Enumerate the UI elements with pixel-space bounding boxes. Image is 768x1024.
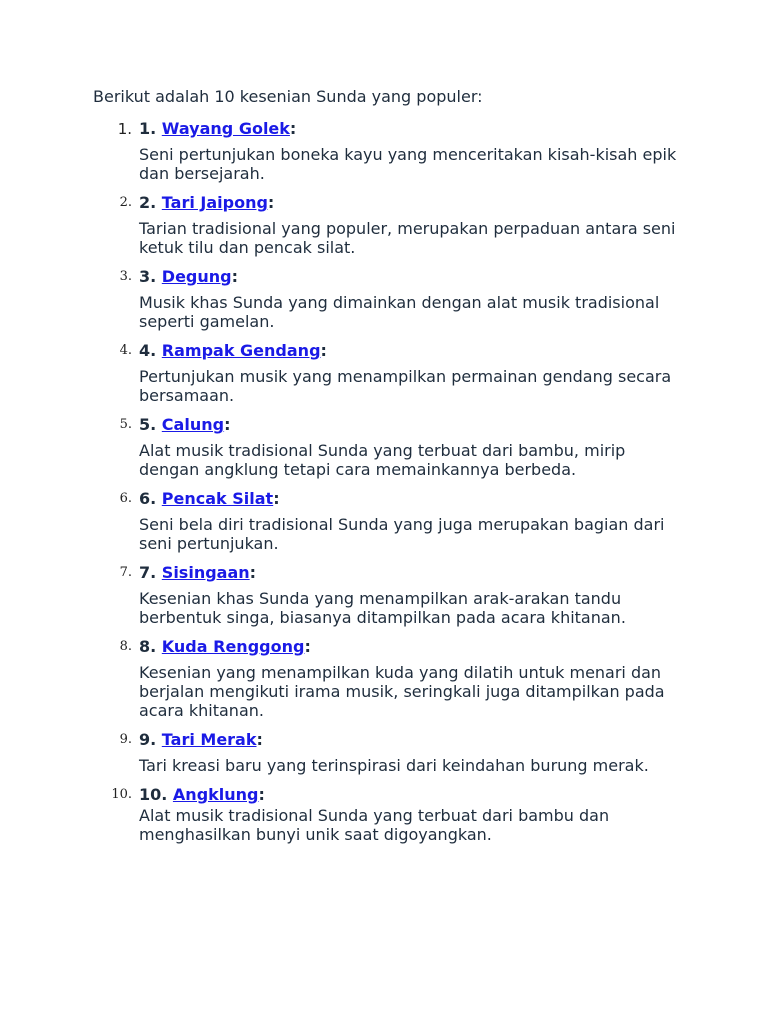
item-description: Tari kreasi baru yang terinspirasi dari keindahan burung merak.: [139, 756, 649, 775]
item-heading: 3. Degung:: [139, 267, 239, 286]
item-description: Kesenian yang menampilkan kuda yang dilatih untuk menari dan berjalan mengikuti irama musik, seringkali juga ditampilkan pada acara khitanan.: [139, 663, 665, 720]
list-item: [0, 192, 768, 257]
item-description: Alat musik tradisional Sunda yang terbuat dari bambu, mirip dengan angklung tetapi cara memainkannya berbeda.: [139, 441, 626, 479]
list-marker: 9.: [119, 732, 132, 747]
list-item: [0, 340, 768, 405]
item-link[interactable]: Rampak Gendang: [161, 341, 321, 360]
item-description: Kesenian khas Sunda yang menampilkan arak-arakan tandu berbentuk singa, biasanya ditampilkan pada acara khitanan.: [139, 589, 626, 627]
item-heading: 6. Pencak Silat:: [139, 489, 280, 508]
item-link[interactable]: Angklung: [172, 785, 259, 804]
item-number: 4.: [139, 341, 157, 360]
item-description: Tarian tradisional yang populer, merupakan perpaduan antara seni ketuk tilu dan pencak silat.: [139, 219, 676, 257]
item-heading: 9. Tari Merak:: [139, 730, 263, 749]
item-description: Seni pertunjukan boneka kayu yang menceritakan kisah-kisah epik dan bersejarah.: [139, 145, 677, 183]
item-heading: 1. Wayang Golek:: [139, 119, 297, 138]
item-number: 10.: [139, 785, 168, 804]
item-link[interactable]: Calung: [161, 415, 225, 434]
list-marker: 6.: [119, 491, 132, 506]
item-heading: 4. Rampak Gendang:: [139, 341, 327, 360]
intro-text: Berikut adalah 10 kesenian Sunda yang populer:: [93, 87, 483, 106]
list-item: [0, 414, 768, 479]
item-description: Musik khas Sunda yang dimainkan dengan alat musik tradisional seperti gamelan.: [139, 293, 660, 331]
list-marker: 7.: [119, 565, 132, 580]
item-number: 6.: [139, 489, 157, 508]
item-number: 9.: [139, 730, 157, 749]
list-item: [0, 729, 768, 775]
item-number: 2.: [139, 193, 157, 212]
list-marker: 8.: [119, 639, 132, 654]
arts-list: [0, 118, 768, 853]
item-heading: 2. Tari Jaipong:: [139, 193, 275, 212]
item-heading: 10. Angklung:: [139, 785, 265, 804]
list-marker: 4.: [119, 343, 132, 358]
item-number: 7.: [139, 563, 157, 582]
list-marker: 1.: [117, 120, 132, 138]
item-description: Pertunjukan musik yang menampilkan permainan gendang secara bersamaan.: [139, 367, 672, 405]
item-description: Alat musik tradisional Sunda yang terbuat dari bambu dan menghasilkan bunyi unik saat digoyangkan.: [139, 806, 610, 844]
list-marker: 10.: [111, 787, 132, 802]
item-heading: 7. Sisingaan:: [139, 563, 257, 582]
list-item: [0, 118, 768, 183]
list-item: [0, 784, 768, 844]
item-heading: 8. Kuda Renggong:: [139, 637, 311, 656]
item-number: 3.: [139, 267, 157, 286]
list-item: [0, 266, 768, 331]
list-marker: 2.: [119, 195, 132, 210]
item-heading: 5. Calung:: [139, 415, 231, 434]
item-link[interactable]: Sisingaan: [161, 563, 250, 582]
list-item: [0, 636, 768, 720]
list-item: [0, 488, 768, 553]
item-number: 8.: [139, 637, 157, 656]
item-link[interactable]: Degung: [161, 267, 232, 286]
item-description: Seni bela diri tradisional Sunda yang juga merupakan bagian dari seni pertunjukan.: [139, 515, 665, 553]
item-link[interactable]: Pencak Silat: [161, 489, 274, 508]
item-number: 5.: [139, 415, 157, 434]
list-marker: 3.: [119, 269, 132, 284]
item-link[interactable]: Kuda Renggong: [161, 637, 305, 656]
item-link[interactable]: Tari Merak: [161, 730, 257, 749]
item-link[interactable]: Tari Jaipong: [161, 193, 268, 212]
item-link[interactable]: Wayang Golek: [161, 119, 290, 138]
list-item: [0, 562, 768, 627]
item-number: 1.: [139, 119, 157, 138]
list-marker: 5.: [119, 417, 132, 432]
